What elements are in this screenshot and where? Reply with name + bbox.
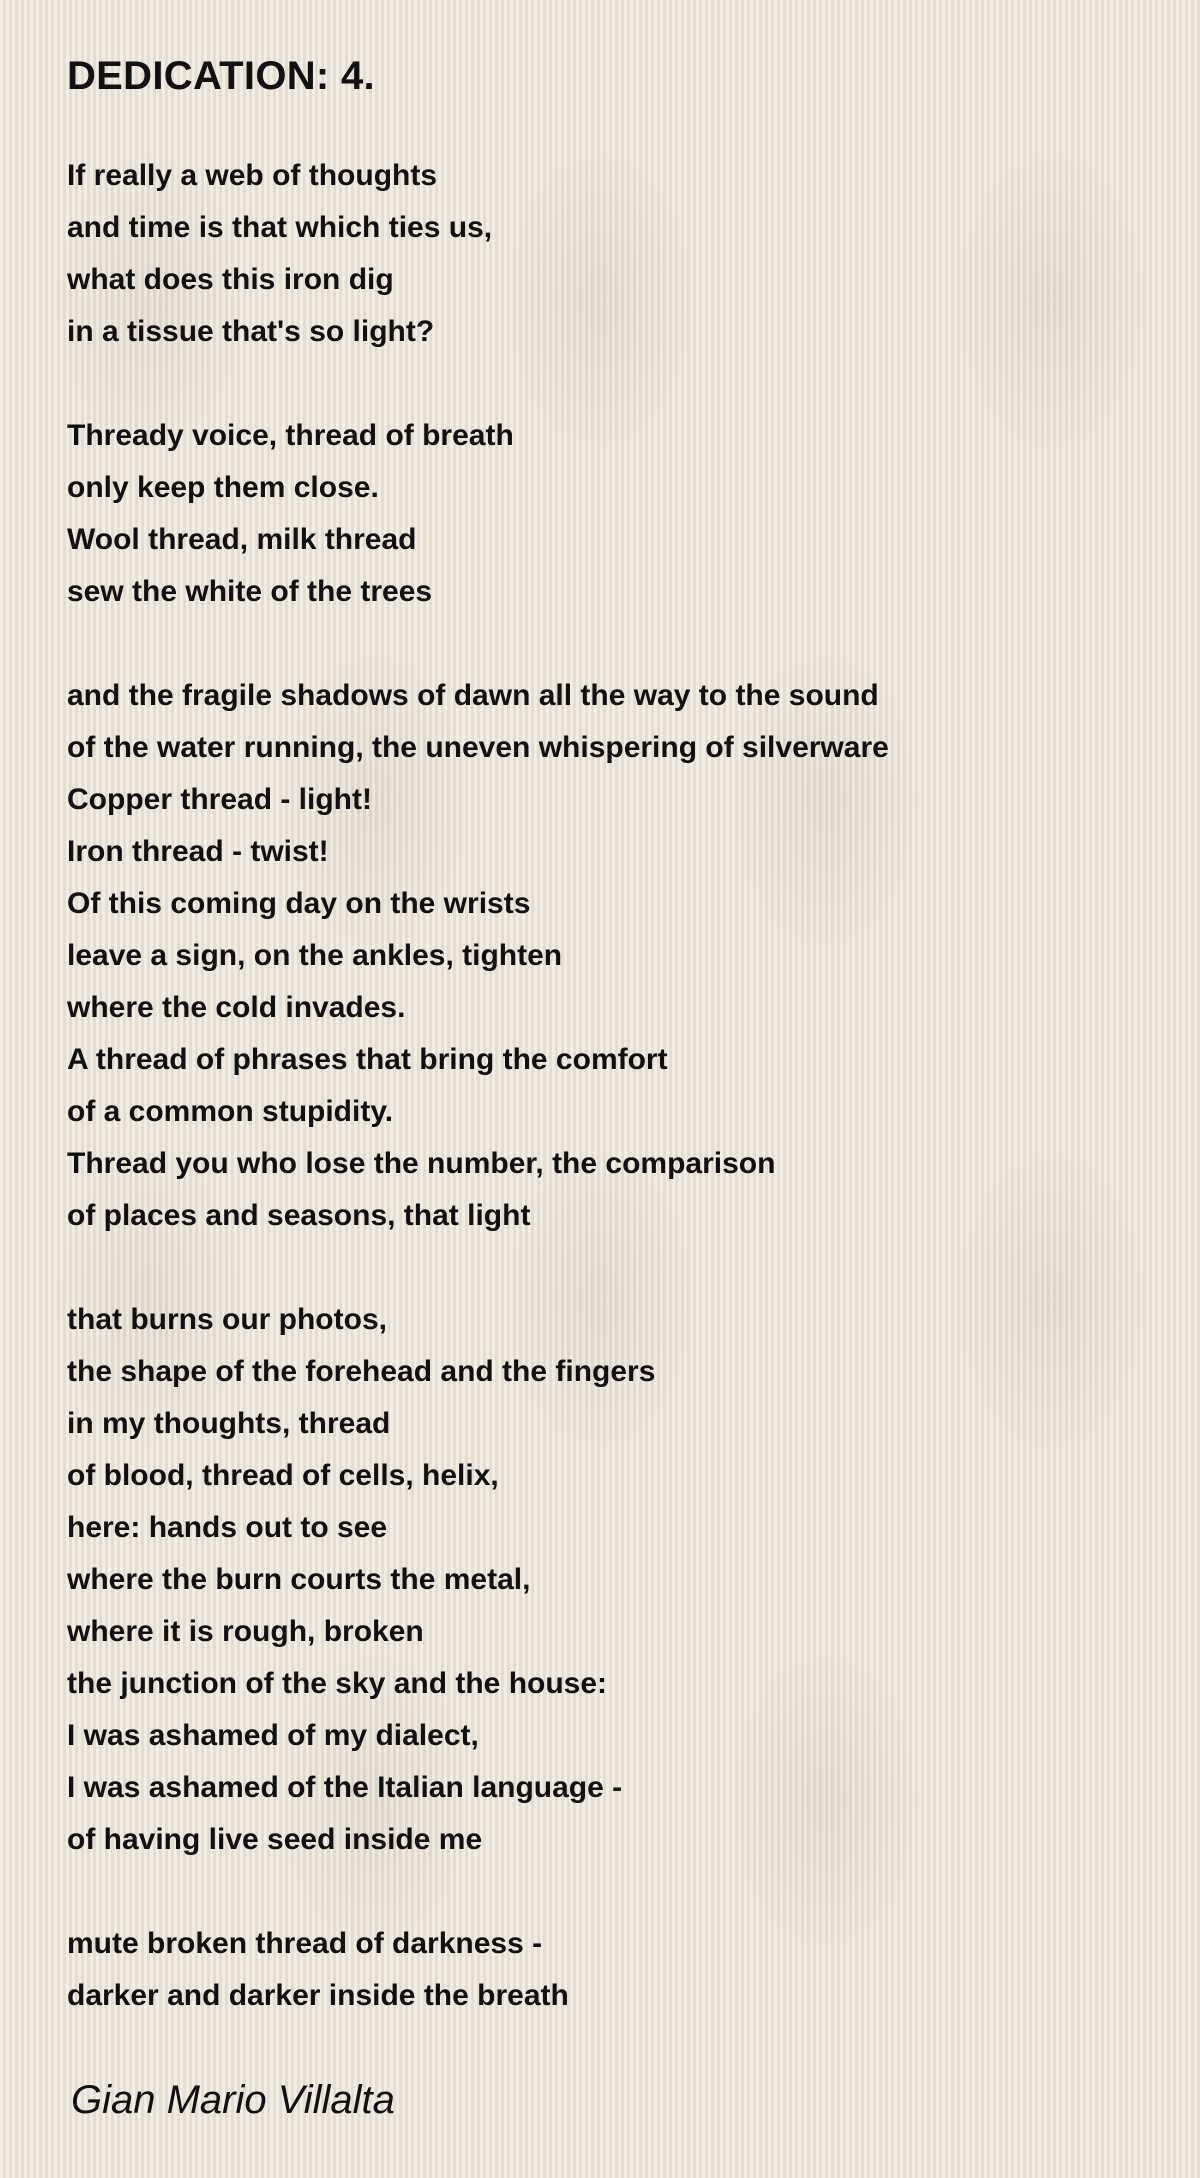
poem-line: only keep them close. (67, 471, 379, 504)
stanza-4 (67, 1294, 1167, 1866)
poem-line: mute broken thread of darkness - (67, 1927, 543, 1960)
poem-line: in my thoughts, thread (67, 1407, 391, 1440)
poem-line: leave a sign, on the ankles, tighten (67, 939, 563, 972)
poem-line: A thread of phrases that bring the comfort (67, 1043, 668, 1076)
poem-author: Gian Mario Villalta (71, 2078, 395, 2122)
poem-line: of a common stupidity. (67, 1095, 394, 1128)
poem-line: the shape of the forehead and the fingers (67, 1355, 656, 1388)
stanza-5 (67, 1918, 1167, 2022)
poem-line: Thread you who lose the number, the comparison (67, 1147, 776, 1180)
poem-line: and the fragile shadows of dawn all the way to the sound (67, 679, 879, 712)
poem-line: Thready voice, thread of breath (67, 419, 514, 452)
poem-line: where it is rough, broken (67, 1615, 424, 1648)
poem-line: Copper thread - light! (67, 783, 372, 816)
poem-line: Wool thread, milk thread (67, 523, 417, 556)
poem-body (67, 150, 1167, 2074)
poem-line: where the cold invades. (67, 991, 406, 1024)
poem-line: darker and darker inside the breath (67, 1979, 569, 2012)
poem-line: in a tissue that's so light? (67, 315, 435, 348)
poem-line: of the water running, the uneven whispering of silverware (67, 731, 889, 764)
poem-line: I was ashamed of my dialect, (67, 1719, 479, 1752)
poem-line: I was ashamed of the Italian language - (67, 1771, 623, 1804)
poem-line: that burns our photos, (67, 1303, 387, 1336)
poem-title: DEDICATION: 4. (67, 54, 375, 98)
poem-line: If really a web of thoughts (67, 159, 438, 192)
poem-line: of blood, thread of cells, helix, (67, 1459, 499, 1492)
poem-line: sew the white of the trees (67, 575, 433, 608)
poem-line: and time is that which ties us, (67, 211, 493, 244)
poem-line: here: hands out to see (67, 1511, 388, 1544)
poem-line: Iron thread - twist! (67, 835, 329, 868)
poem-line: the junction of the sky and the house: (67, 1667, 608, 1700)
poem-line: what does this iron dig (67, 263, 394, 296)
stanza-2 (67, 410, 1167, 618)
stanza-1 (67, 150, 1167, 358)
poem-line: of having live seed inside me (67, 1823, 483, 1856)
poem-line: where the burn courts the metal, (67, 1563, 531, 1596)
stanza-3 (67, 670, 1167, 1242)
poem-line: of places and seasons, that light (67, 1199, 531, 1232)
poem-line: Of this coming day on the wrists (67, 887, 531, 920)
